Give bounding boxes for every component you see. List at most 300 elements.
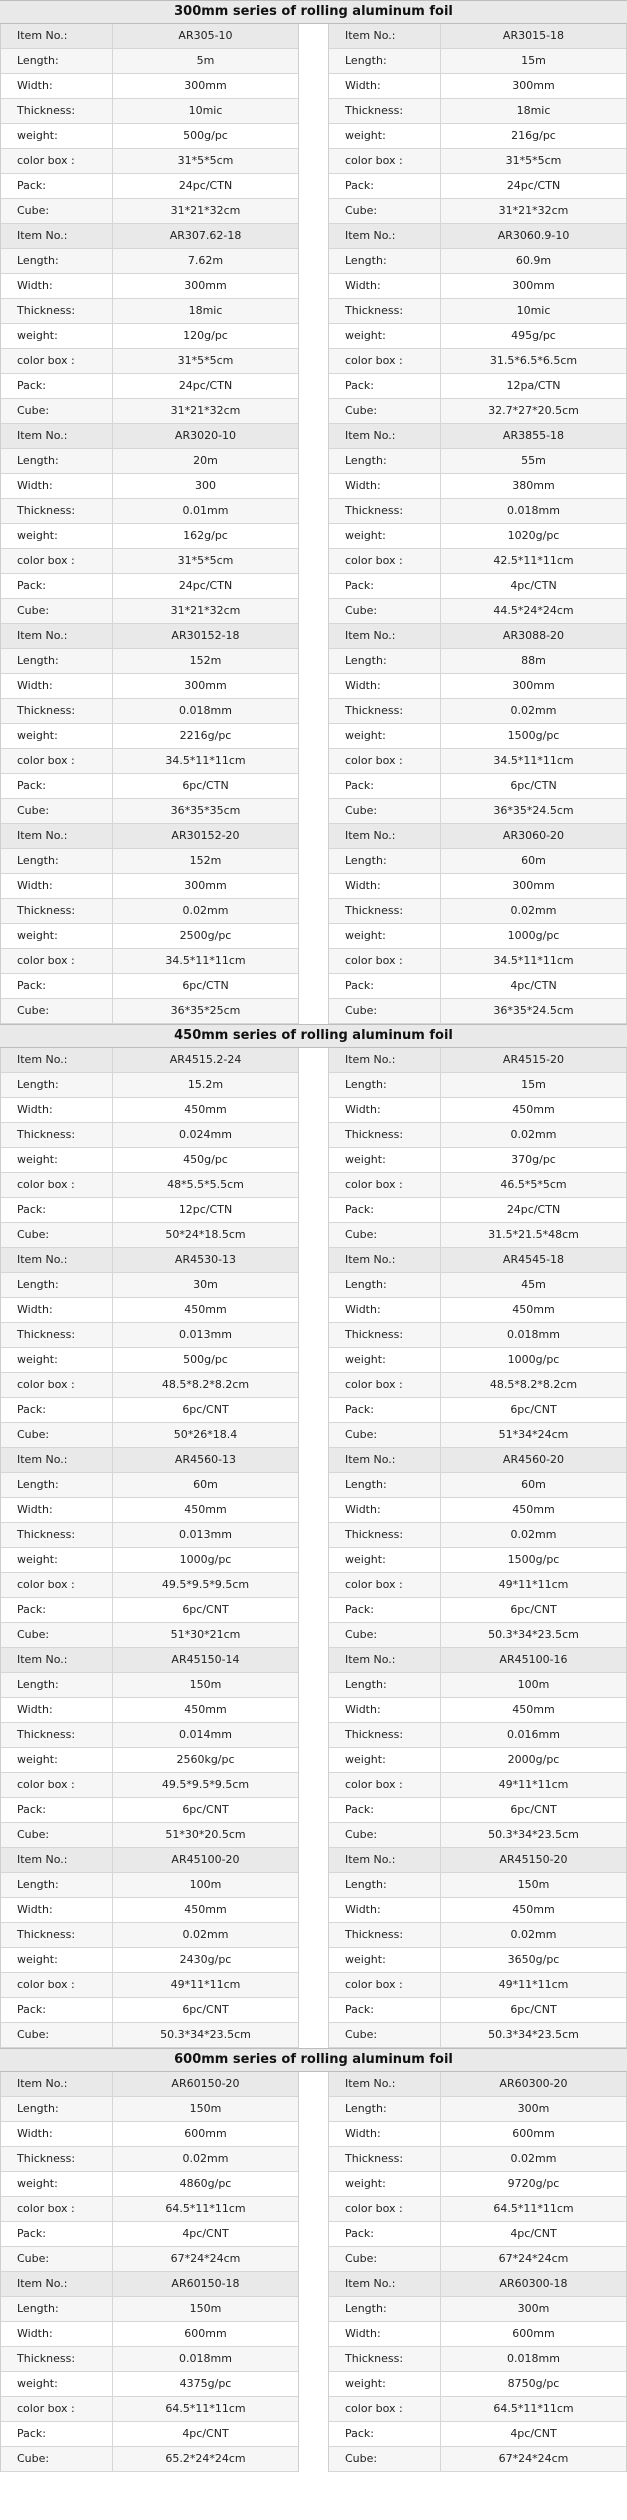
spec-row-length bbox=[1, 649, 298, 674]
item-number-row bbox=[1, 424, 298, 449]
spec-row-pack bbox=[1, 174, 298, 199]
spec-row-weight bbox=[1, 1148, 298, 1173]
spec-row-thickness bbox=[329, 699, 626, 724]
spec-block bbox=[0, 1648, 627, 1848]
spec-label: Item No.: bbox=[329, 2072, 441, 2096]
spec-row-weight bbox=[329, 2172, 626, 2197]
spec-value: AR3088-20 bbox=[502, 629, 565, 642]
spec-label: Width: bbox=[1, 2122, 113, 2146]
spec-block bbox=[0, 824, 627, 1024]
spec-label: Length: bbox=[1, 2097, 113, 2121]
spec-value: 36*35*35cm bbox=[170, 804, 241, 817]
spec-label: Pack: bbox=[329, 1598, 441, 1622]
spec-label: Length: bbox=[1, 1473, 113, 1497]
spec-label: weight: bbox=[1, 1348, 113, 1372]
spec-label: Thickness: bbox=[329, 1523, 441, 1547]
spec-value: 1500g/pc bbox=[507, 1553, 560, 1566]
spec-value: 24pc/CTN bbox=[178, 379, 233, 392]
spec-label: Item No.: bbox=[329, 1248, 441, 1272]
spec-label: Length: bbox=[1, 1873, 113, 1897]
spec-value: AR45150-14 bbox=[171, 1653, 240, 1666]
spec-value: 6pc/CNT bbox=[510, 1403, 557, 1416]
spec-label: Thickness: bbox=[329, 1123, 441, 1147]
product-spec-table bbox=[0, 1448, 299, 1648]
spec-value: 50.3*34*23.5cm bbox=[488, 1828, 579, 1841]
spec-row-cube bbox=[1, 599, 298, 624]
spec-row-weight bbox=[1, 924, 298, 949]
spec-label: weight: bbox=[1, 1948, 113, 1972]
spec-row-pack bbox=[1, 374, 298, 399]
spec-value: 300mm bbox=[184, 279, 227, 292]
spec-row-color-box bbox=[329, 949, 626, 974]
spec-label: Cube: bbox=[329, 2023, 441, 2047]
spec-value: AR60300-18 bbox=[499, 2277, 568, 2290]
spec-row-width bbox=[1, 1098, 298, 1123]
spec-label: color box : bbox=[329, 149, 441, 173]
spec-label: color box : bbox=[329, 1773, 441, 1797]
spec-value: 65.2*24*24cm bbox=[165, 2452, 246, 2465]
spec-row-width bbox=[1, 2122, 298, 2147]
column-gap bbox=[299, 1048, 328, 1248]
item-number-row bbox=[1, 624, 298, 649]
spec-row-pack bbox=[329, 974, 626, 999]
spec-value: 0.02mm bbox=[182, 1928, 229, 1941]
spec-label: Thickness: bbox=[329, 99, 441, 123]
spec-row-pack bbox=[1, 1598, 298, 1623]
spec-value: 50*24*18.5cm bbox=[165, 1228, 246, 1241]
spec-row-width bbox=[1, 274, 298, 299]
spec-value: 0.02mm bbox=[510, 704, 557, 717]
spec-row-weight bbox=[329, 1548, 626, 1573]
spec-label: weight: bbox=[329, 924, 441, 948]
spec-value: 0.02mm bbox=[510, 1928, 557, 1941]
spec-row-thickness bbox=[329, 2347, 626, 2372]
spec-label: Length: bbox=[329, 2297, 441, 2321]
spec-label: Width: bbox=[329, 1898, 441, 1922]
spec-row-color-box bbox=[1, 1773, 298, 1798]
spec-value: 46.5*5*5cm bbox=[500, 1178, 567, 1191]
spec-label: Item No.: bbox=[329, 2272, 441, 2296]
spec-label: Pack: bbox=[329, 1998, 441, 2022]
spec-label: Length: bbox=[1, 649, 113, 673]
spec-label: Cube: bbox=[1, 799, 113, 823]
spec-row-length bbox=[329, 2297, 626, 2322]
spec-value: 450mm bbox=[184, 1903, 227, 1916]
spec-row-thickness bbox=[329, 1923, 626, 1948]
item-number-row bbox=[1, 224, 298, 249]
spec-label: Pack: bbox=[329, 1398, 441, 1422]
spec-label: Thickness: bbox=[329, 899, 441, 923]
spec-value: AR4515.2-24 bbox=[169, 1053, 242, 1066]
spec-row-color-box bbox=[1, 1373, 298, 1398]
spec-row-thickness bbox=[1, 1723, 298, 1748]
spec-value: 100m bbox=[517, 1678, 550, 1691]
spec-value: 88m bbox=[521, 654, 546, 667]
spec-row-length bbox=[1, 1673, 298, 1698]
spec-row-pack bbox=[1, 774, 298, 799]
spec-row-length bbox=[1, 1073, 298, 1098]
spec-label: color box : bbox=[329, 1573, 441, 1597]
spec-row-width bbox=[1, 474, 298, 499]
spec-row-color-box bbox=[1, 749, 298, 774]
spec-label: color box : bbox=[329, 2397, 441, 2421]
spec-value: 450mm bbox=[184, 1503, 227, 1516]
spec-label: Width: bbox=[329, 474, 441, 498]
spec-row-color-box bbox=[1, 2397, 298, 2422]
spec-row-thickness bbox=[1, 699, 298, 724]
product-spec-table bbox=[328, 224, 627, 424]
spec-row-thickness bbox=[1, 2147, 298, 2172]
spec-value: 18mic bbox=[188, 304, 223, 317]
spec-row-cube bbox=[329, 999, 626, 1024]
spec-row-pack bbox=[1, 2222, 298, 2247]
spec-label: Item No.: bbox=[1, 224, 113, 248]
spec-value: 100m bbox=[189, 1878, 222, 1891]
spec-row-width bbox=[1, 74, 298, 99]
spec-label: Width: bbox=[329, 1098, 441, 1122]
spec-label: Pack: bbox=[329, 2422, 441, 2446]
spec-row-weight bbox=[1, 1748, 298, 1773]
spec-label: Pack: bbox=[1, 1198, 113, 1222]
item-number-row bbox=[1, 1248, 298, 1273]
spec-value: 1020g/pc bbox=[507, 529, 560, 542]
spec-value: 2500g/pc bbox=[179, 929, 232, 942]
spec-label: Cube: bbox=[329, 2247, 441, 2271]
spec-row-width bbox=[1, 874, 298, 899]
spec-value: 450mm bbox=[184, 1703, 227, 1716]
spec-row-weight bbox=[1, 1948, 298, 1973]
item-number-row bbox=[1, 2272, 298, 2297]
spec-value: 7.62m bbox=[187, 254, 224, 267]
spec-value: 152m bbox=[189, 654, 222, 667]
spec-row-thickness bbox=[329, 1723, 626, 1748]
spec-value: AR60300-20 bbox=[499, 2077, 568, 2090]
spec-label: color box : bbox=[329, 549, 441, 573]
spec-value: 48.5*8.2*8.2cm bbox=[161, 1378, 250, 1391]
spec-value: 49*11*11cm bbox=[498, 1978, 569, 1991]
spec-label: weight: bbox=[329, 1948, 441, 1972]
spec-row-color-box bbox=[329, 1973, 626, 1998]
spec-value: 0.018mm bbox=[179, 704, 232, 717]
product-spec-table bbox=[0, 1648, 299, 1848]
spec-row-length bbox=[329, 649, 626, 674]
spec-label: Width: bbox=[329, 674, 441, 698]
spec-label: Thickness: bbox=[1, 99, 113, 123]
item-number-row bbox=[329, 624, 626, 649]
spec-label: Pack: bbox=[329, 1798, 441, 1822]
spec-label: weight: bbox=[329, 724, 441, 748]
spec-row-thickness bbox=[329, 499, 626, 524]
spec-value: 64.5*11*11cm bbox=[493, 2402, 574, 2415]
spec-value: 51*30*20.5cm bbox=[165, 1828, 246, 1841]
spec-label: Cube: bbox=[1, 1223, 113, 1247]
spec-row-width bbox=[329, 2122, 626, 2147]
spec-label: color box : bbox=[1, 149, 113, 173]
spec-value: 51*30*21cm bbox=[170, 1628, 241, 1641]
item-number-row bbox=[1, 24, 298, 49]
spec-row-weight bbox=[329, 324, 626, 349]
spec-row-length bbox=[329, 1273, 626, 1298]
spec-value: AR45150-20 bbox=[499, 1853, 568, 1866]
item-number-row bbox=[329, 1848, 626, 1873]
spec-label: Length: bbox=[329, 49, 441, 73]
spec-value: 12pc/CTN bbox=[178, 1203, 233, 1216]
spec-value: 44.5*24*24cm bbox=[493, 604, 574, 617]
spec-label: color box : bbox=[329, 749, 441, 773]
column-gap bbox=[299, 24, 328, 224]
spec-value: AR3855-18 bbox=[502, 429, 565, 442]
spec-label: Length: bbox=[1, 249, 113, 273]
spec-label: Thickness: bbox=[329, 2347, 441, 2371]
spec-label: Width: bbox=[329, 1698, 441, 1722]
spec-label: Cube: bbox=[1, 2247, 113, 2271]
product-spec-table bbox=[328, 1848, 627, 2048]
spec-row-width bbox=[1, 1498, 298, 1523]
item-number-row bbox=[329, 1048, 626, 1073]
spec-label: Cube: bbox=[1, 2447, 113, 2471]
spec-row-weight bbox=[1, 724, 298, 749]
spec-value: 20m bbox=[193, 454, 218, 467]
spec-value: 4pc/CNT bbox=[510, 2427, 557, 2440]
spec-value: 0.013mm bbox=[179, 1328, 232, 1341]
spec-value: 34.5*11*11cm bbox=[165, 954, 246, 967]
spec-row-pack bbox=[329, 774, 626, 799]
spec-label: Length: bbox=[1, 2297, 113, 2321]
spec-row-pack bbox=[329, 2222, 626, 2247]
spec-value: 600mm bbox=[184, 2327, 227, 2340]
spec-row-width bbox=[329, 1698, 626, 1723]
spec-label: Pack: bbox=[1, 574, 113, 598]
spec-row-thickness bbox=[1, 2347, 298, 2372]
spec-label: Item No.: bbox=[329, 1848, 441, 1872]
spec-label: Width: bbox=[1, 1298, 113, 1322]
spec-row-cube bbox=[329, 199, 626, 224]
spec-value: 0.018mm bbox=[179, 2352, 232, 2365]
spec-label: Item No.: bbox=[329, 224, 441, 248]
spec-value: 6pc/CNT bbox=[182, 1603, 229, 1616]
spec-value: 31*5*5cm bbox=[177, 154, 234, 167]
spec-value: 600mm bbox=[512, 2127, 555, 2140]
spec-row-color-box bbox=[1, 1173, 298, 1198]
spec-value: 500g/pc bbox=[183, 129, 228, 142]
spec-value: 24pc/CTN bbox=[178, 179, 233, 192]
product-spec-table bbox=[328, 24, 627, 224]
spec-value: 6pc/CTN bbox=[182, 779, 229, 792]
spec-value: 450mm bbox=[512, 1103, 555, 1116]
spec-label: color box : bbox=[1, 1173, 113, 1197]
spec-row-width bbox=[329, 74, 626, 99]
spec-value: 32.7*27*20.5cm bbox=[488, 404, 579, 417]
spec-value: 34.5*11*11cm bbox=[493, 954, 574, 967]
spec-row-pack bbox=[329, 1998, 626, 2023]
spec-row-pack bbox=[1, 1998, 298, 2023]
spec-value: 162g/pc bbox=[183, 529, 228, 542]
spec-label: Cube: bbox=[329, 2447, 441, 2471]
column-gap bbox=[299, 224, 328, 424]
spec-value: 67*24*24cm bbox=[498, 2252, 569, 2265]
section-title: 300mm series of rolling aluminum foil bbox=[0, 0, 627, 24]
spec-label: Thickness: bbox=[329, 299, 441, 323]
spec-row-color-box bbox=[329, 1173, 626, 1198]
spec-block bbox=[0, 1248, 627, 1448]
spec-row-pack bbox=[329, 374, 626, 399]
section-title: 450mm series of rolling aluminum foil bbox=[0, 1024, 627, 1048]
column-gap bbox=[299, 1448, 328, 1648]
spec-label: Item No.: bbox=[1, 424, 113, 448]
spec-value: 4860g/pc bbox=[179, 2177, 232, 2190]
spec-value: 150m bbox=[189, 2102, 222, 2115]
spec-value: 6pc/CNT bbox=[182, 1403, 229, 1416]
item-number-row bbox=[1, 1448, 298, 1473]
spec-label: weight: bbox=[1, 924, 113, 948]
spec-value: 2560kg/pc bbox=[176, 1753, 235, 1766]
spec-value: 49.5*9.5*9.5cm bbox=[161, 1578, 250, 1591]
spec-row-weight bbox=[329, 124, 626, 149]
spec-row-length bbox=[329, 849, 626, 874]
spec-row-thickness bbox=[329, 1123, 626, 1148]
column-gap bbox=[299, 624, 328, 824]
spec-row-weight bbox=[329, 1148, 626, 1173]
spec-label: Pack: bbox=[329, 774, 441, 798]
spec-value: 0.01mm bbox=[182, 504, 229, 517]
spec-value: 4pc/CNT bbox=[182, 2227, 229, 2240]
product-spec-table bbox=[328, 624, 627, 824]
spec-label: Thickness: bbox=[1, 899, 113, 923]
spec-value: AR45100-20 bbox=[171, 1853, 240, 1866]
column-gap bbox=[299, 1648, 328, 1848]
spec-label: color box : bbox=[329, 349, 441, 373]
spec-row-width bbox=[1, 1898, 298, 1923]
spec-row-color-box bbox=[329, 1373, 626, 1398]
spec-row-weight bbox=[1, 124, 298, 149]
spec-value: 3650g/pc bbox=[507, 1953, 560, 1966]
spec-value: 45m bbox=[521, 1278, 546, 1291]
spec-row-length bbox=[1, 1873, 298, 1898]
product-spec-table bbox=[0, 1248, 299, 1448]
spec-label: Length: bbox=[1, 1673, 113, 1697]
section-title: 600mm series of rolling aluminum foil bbox=[0, 2048, 627, 2072]
spec-label: color box : bbox=[329, 949, 441, 973]
spec-value: 31*21*32cm bbox=[170, 604, 241, 617]
spec-row-color-box bbox=[329, 749, 626, 774]
product-spec-table bbox=[0, 424, 299, 624]
spec-label: Item No.: bbox=[1, 1248, 113, 1272]
product-spec-table bbox=[328, 2272, 627, 2472]
spec-row-cube bbox=[1, 399, 298, 424]
spec-label: Thickness: bbox=[329, 699, 441, 723]
item-number-row bbox=[329, 2072, 626, 2097]
spec-row-pack bbox=[1, 1398, 298, 1423]
spec-label: Length: bbox=[329, 649, 441, 673]
product-spec-table bbox=[328, 1248, 627, 1448]
spec-row-pack bbox=[329, 1398, 626, 1423]
spec-label: color box : bbox=[329, 1973, 441, 1997]
spec-row-pack bbox=[329, 1798, 626, 1823]
spec-row-thickness bbox=[329, 899, 626, 924]
spec-value: AR3015-18 bbox=[502, 29, 565, 42]
spec-row-cube bbox=[1, 199, 298, 224]
spec-row-length bbox=[329, 1673, 626, 1698]
spec-label: Cube: bbox=[1, 399, 113, 423]
spec-value: 49*11*11cm bbox=[170, 1978, 241, 1991]
spec-label: color box : bbox=[1, 549, 113, 573]
spec-value: 55m bbox=[521, 454, 546, 467]
spec-value: 60m bbox=[193, 1478, 218, 1491]
spec-row-cube bbox=[329, 2023, 626, 2048]
item-number-row bbox=[329, 1248, 626, 1273]
product-spec-table bbox=[0, 1048, 299, 1248]
spec-label: Thickness: bbox=[1, 1923, 113, 1947]
spec-row-length bbox=[1, 2097, 298, 2122]
spec-value: 49*11*11cm bbox=[498, 1578, 569, 1591]
spec-row-pack bbox=[1, 574, 298, 599]
spec-label: weight: bbox=[329, 2372, 441, 2396]
spec-label: Length: bbox=[329, 1473, 441, 1497]
spec-row-pack bbox=[1, 1198, 298, 1223]
spec-value: 18mic bbox=[516, 104, 551, 117]
spec-label: Pack: bbox=[329, 174, 441, 198]
spec-label: color box : bbox=[1, 749, 113, 773]
spec-label: weight: bbox=[329, 2172, 441, 2196]
spec-value: 0.02mm bbox=[510, 904, 557, 917]
spec-row-cube bbox=[1, 2247, 298, 2272]
spec-value: 24pc/CTN bbox=[506, 179, 561, 192]
product-spec-table bbox=[328, 824, 627, 1024]
spec-label: Length: bbox=[329, 1073, 441, 1097]
spec-value: 15m bbox=[521, 54, 546, 67]
spec-value: 300 bbox=[195, 479, 216, 492]
spec-label: Item No.: bbox=[329, 24, 441, 48]
spec-value: 48.5*8.2*8.2cm bbox=[489, 1378, 578, 1391]
spec-label: Width: bbox=[1, 274, 113, 298]
spec-row-length bbox=[329, 2097, 626, 2122]
spec-row-thickness bbox=[329, 1523, 626, 1548]
spec-value: 1000g/pc bbox=[179, 1553, 232, 1566]
spec-label: Thickness: bbox=[1, 499, 113, 523]
spec-label: Thickness: bbox=[329, 1323, 441, 1347]
spec-label: color box : bbox=[1, 349, 113, 373]
spec-row-color-box bbox=[1, 549, 298, 574]
spec-value: 6pc/CTN bbox=[182, 979, 229, 992]
spec-row-length bbox=[329, 249, 626, 274]
spec-value: 0.02mm bbox=[510, 1528, 557, 1541]
spec-row-weight bbox=[1, 1348, 298, 1373]
spec-value: 4pc/CNT bbox=[510, 2227, 557, 2240]
spec-row-length bbox=[1, 49, 298, 74]
spec-row-cube bbox=[1, 1623, 298, 1648]
spec-row-weight bbox=[329, 1748, 626, 1773]
spec-block bbox=[0, 24, 627, 224]
spec-label: Pack: bbox=[1, 374, 113, 398]
spec-row-width bbox=[329, 1498, 626, 1523]
spec-block bbox=[0, 2072, 627, 2272]
spec-label: Length: bbox=[1, 849, 113, 873]
spec-row-weight bbox=[329, 1948, 626, 1973]
spec-row-color-box bbox=[1, 2197, 298, 2222]
spec-label: Thickness: bbox=[1, 1123, 113, 1147]
spec-row-length bbox=[1, 449, 298, 474]
spec-value: 50.3*34*23.5cm bbox=[160, 2028, 251, 2041]
spec-label: color box : bbox=[1, 1973, 113, 1997]
spec-block bbox=[0, 2272, 627, 2472]
spec-row-width bbox=[329, 674, 626, 699]
spec-row-color-box bbox=[1, 149, 298, 174]
spec-label: Width: bbox=[1, 1498, 113, 1522]
spec-value: 1000g/pc bbox=[507, 929, 560, 942]
spec-value: 6pc/CNT bbox=[510, 1603, 557, 1616]
column-gap bbox=[299, 424, 328, 624]
spec-label: Length: bbox=[329, 249, 441, 273]
